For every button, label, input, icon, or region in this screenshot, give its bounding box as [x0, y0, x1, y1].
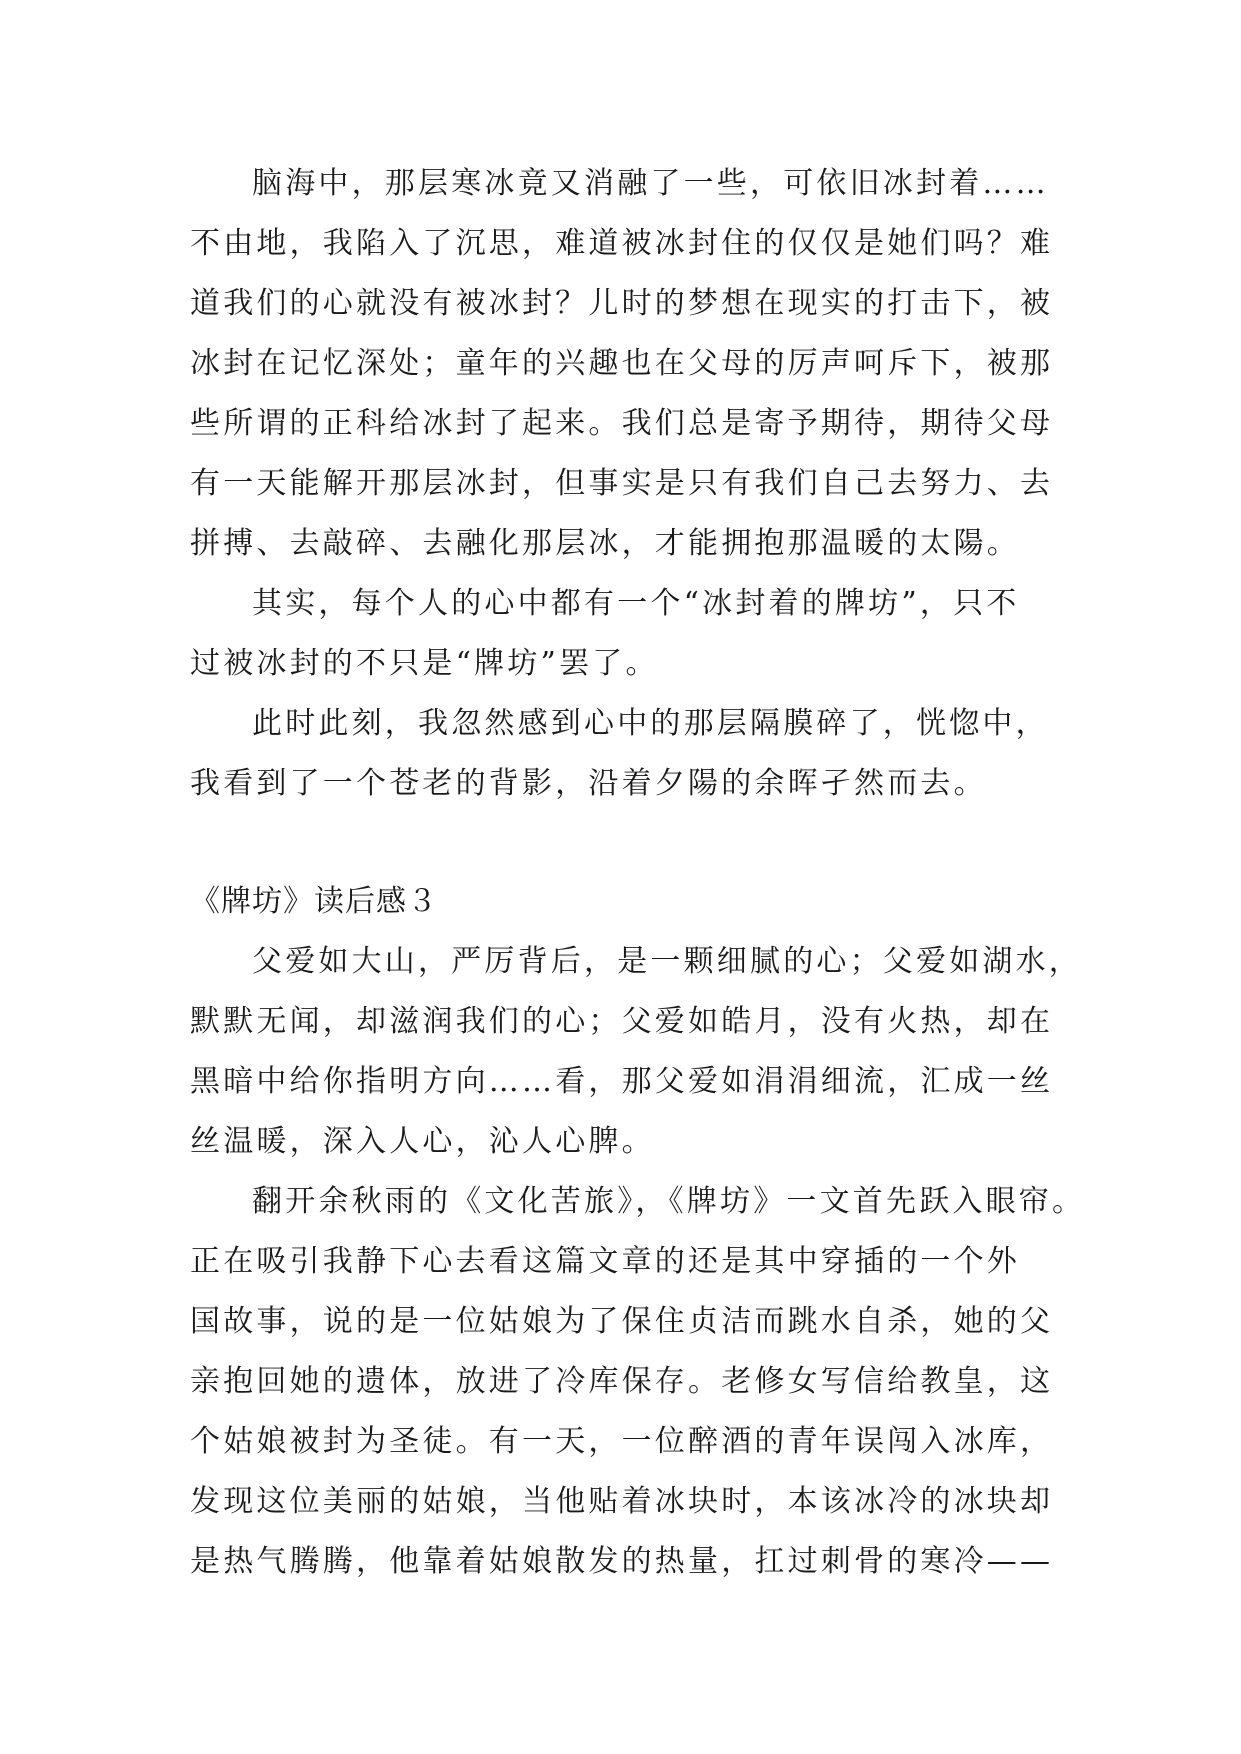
text-line: 默默无闻，却滋润我们的心；父爱如皓月，没有火热，却在 [190, 1004, 1054, 1039]
section-heading: 《牌坊》读后感３ [190, 884, 438, 919]
text-line: 我看到了一个苍老的背影，沿着夕陽的余晖孑然而去。 [190, 766, 987, 801]
text-line: 不由地，我陷入了沉思，难道被冰封住的仅仅是她们吗？难 [190, 226, 1054, 261]
paragraph-5 [190, 1182, 1086, 1602]
text-line: 脑海中，那层寒冰竟又消融了一些，可依旧冰封着…… [252, 166, 1049, 201]
text-line: 亲抱回她的遗体，放进了冷库保存。老修女写信给教皇，这 [190, 1364, 1054, 1399]
paragraph-2 [190, 584, 1050, 704]
text-line: 是热气腾腾，他靠着姑娘散发的热量，扛过刺骨的寒冷—— [190, 1544, 1054, 1579]
document-page [190, 164, 1086, 1602]
text-line: 翻开余秋雨的《文化苦旅》，《牌坊》一文首先跃入眼帘。 [252, 1184, 1086, 1219]
paragraph-3 [190, 704, 1050, 824]
section-spacer [190, 824, 1050, 882]
text-line: 丝温暖，深入人心，沁人心脾。 [190, 1124, 655, 1159]
section-1 [190, 164, 1054, 824]
text-line: 些所谓的正科给冰封了起来。我们总是寄予期待，期待父母 [190, 406, 1054, 441]
text-line: 拼搏、去敲碎、去融化那层冰，才能拥抱那温暖的太陽。 [190, 526, 1020, 561]
text-line: 有一天能解开那层冰封，但事实是只有我们自己去努力、去 [190, 466, 1054, 501]
text-line: 父爱如大山，严厉背后，是一颗细腻的心；父爱如湖水， [252, 944, 1082, 979]
text-line: 个姑娘被封为圣徒。有一天，一位醉酒的青年误闯入冰库， [190, 1424, 1054, 1459]
text-line: 正在吸引我静下心去看这篇文章的还是其中穿插的一个外 [190, 1244, 1020, 1279]
text-line: 冰封在记忆深处；童年的兴趣也在父母的厉声呵斥下，被那 [190, 346, 1054, 381]
paragraph-4 [190, 942, 1082, 1182]
text-line: 发现这位美丽的姑娘，当他贴着冰块时，本该冰冷的冰块却 [190, 1484, 1054, 1519]
paragraph-1 [190, 164, 1054, 584]
text-line: 道我们的心就没有被冰封？儿时的梦想在现实的打击下，被 [190, 286, 1054, 321]
text-line: 过被冰封的不只是“牌坊”罢了。 [190, 646, 659, 681]
section-2 [190, 882, 1086, 1602]
text-line: 其实，每个人的心中都有一个“冰封着的牌坊”，只不 [252, 586, 1020, 621]
text-line: 此时此刻，我忽然感到心中的那层隔膜碎了，恍惚中， [252, 706, 1049, 741]
text-line: 国故事，说的是一位姑娘为了保住贞洁而跳水自杀，她的父 [190, 1304, 1054, 1339]
text-line: 黑暗中给你指明方向……看，那父爱如涓涓细流，汇成一丝 [190, 1064, 1054, 1099]
